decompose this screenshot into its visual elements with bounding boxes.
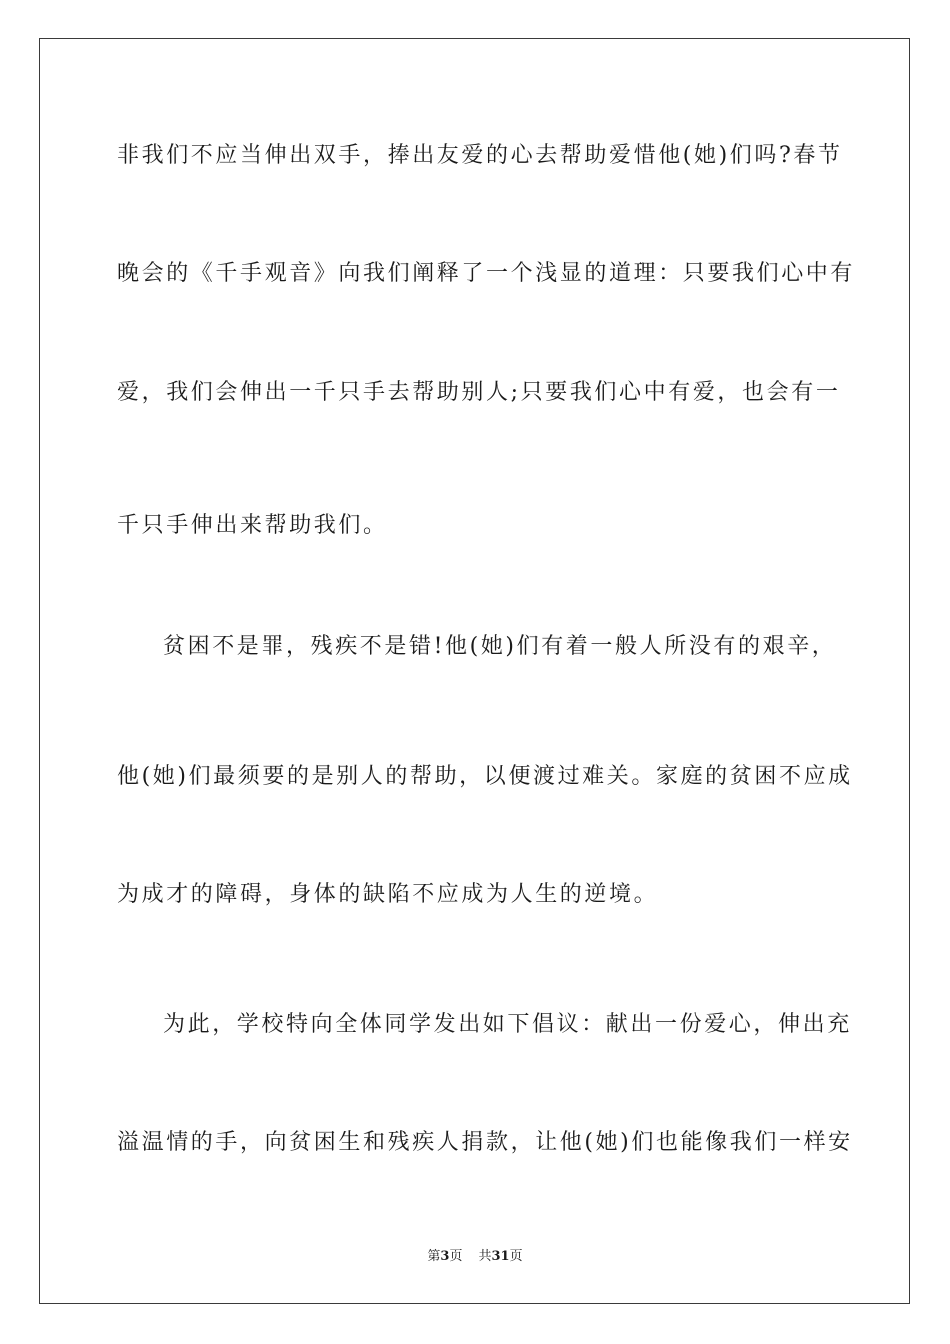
body-text-line: 为成才的障碍，身体的缺陷不应成为人生的逆境。: [117, 882, 659, 907]
total-pages: 31: [491, 1249, 510, 1264]
body-text-line: 千只手伸出来帮助我们。: [117, 513, 388, 538]
body-text-line: 晚会的《千手观音》向我们阐释了一个浅显的道理：只要我们心中有: [117, 261, 856, 286]
total-suffix: 页: [509, 1249, 523, 1264]
body-text-line: 溢温情的手，向贫困生和残疾人捐款，让他(她)们也能像我们一样安: [117, 1130, 853, 1155]
page-prefix: 第: [427, 1249, 441, 1264]
page-footer: [0, 1248, 950, 1266]
paragraph-first-line: 贫困不是罪，残疾不是错!他(她)们有着一般人所没有的艰辛，: [163, 634, 837, 659]
page-border: [39, 38, 910, 1304]
body-text-line: 非我们不应当伸出双手，捧出友爱的心去帮助爱惜他(她)们吗?春节: [117, 143, 843, 168]
body-text-line: 他(她)们最须要的是别人的帮助，以便渡过难关。家庭的贫困不应成: [117, 764, 853, 789]
total-prefix: 共: [478, 1249, 492, 1264]
body-text-line: 爱，我们会伸出一千只手去帮助别人;只要我们心中有爱，也会有一: [117, 380, 841, 405]
page-suffix: 页: [449, 1249, 463, 1264]
paragraph-first-line: 为此，学校特向全体同学发出如下倡议：献出一份爱心，伸出充: [163, 1012, 852, 1037]
page-number: 3: [440, 1249, 450, 1264]
